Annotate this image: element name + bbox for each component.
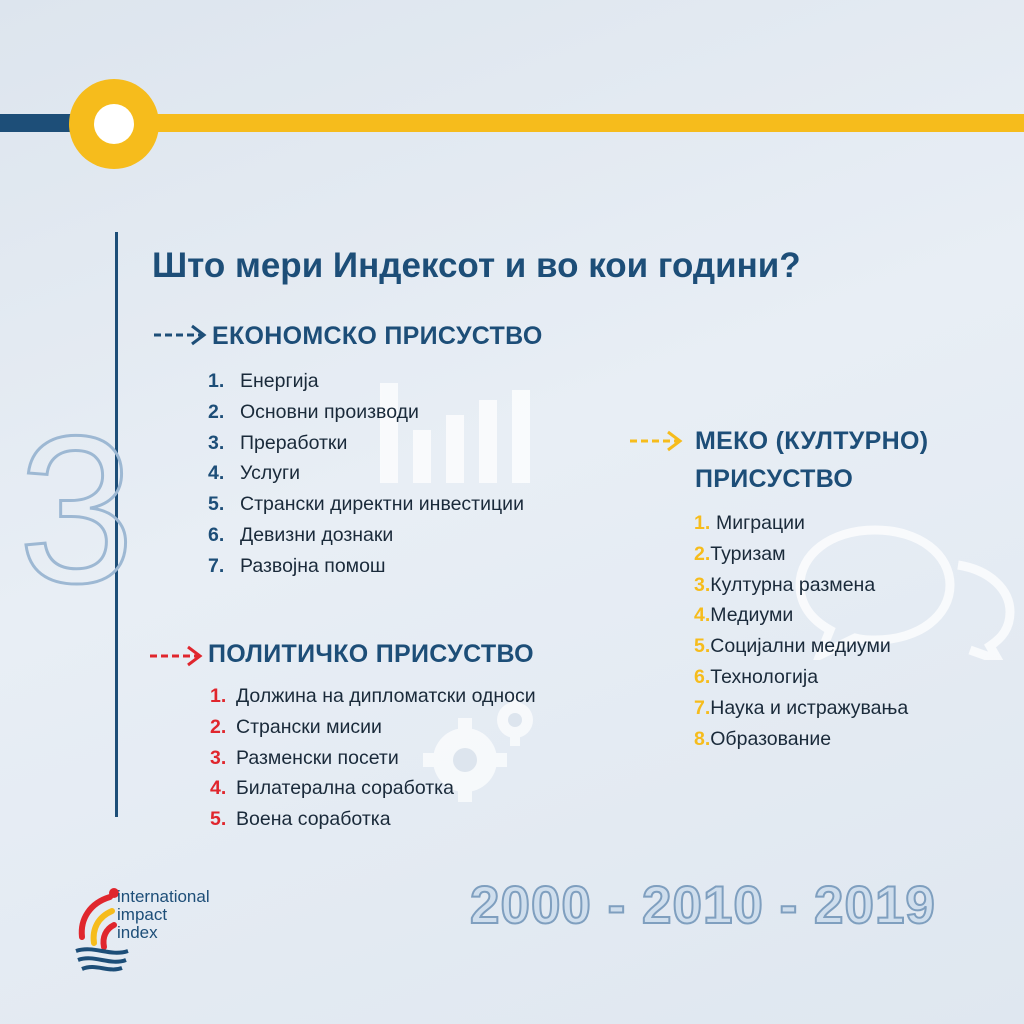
list-item: 2. Странски мисии [210, 715, 382, 738]
list-item: 6. Девизни дознаки [208, 523, 394, 546]
list-item: 5. Воена соработка [210, 808, 391, 831]
section-heading-soft-line2: ПРИСУСТВО [695, 465, 854, 493]
list-item: 4.Медиуми [694, 604, 794, 627]
list-item: 2. Основни производи [208, 400, 419, 423]
list-item: 1. Енергија [208, 370, 319, 392]
list-item: 3. Разменски посети [210, 746, 399, 769]
page-title: Што мери Индексот и во кои години? [152, 246, 801, 285]
section-heading-political: ПОЛИТИЧКО ПРИСУСТВО [208, 640, 534, 668]
list-item: 7. Развојна помош [208, 554, 386, 577]
timeline-bar-left [0, 114, 80, 132]
slide-number: 3 [18, 392, 135, 627]
list-item: 1. Миграции [694, 512, 805, 534]
list-item: 6.Технологија [694, 665, 819, 688]
list-item: 3.Културна размена [694, 573, 876, 596]
arrow-right-icon [628, 429, 686, 453]
logo-line: impact [117, 905, 168, 924]
list-item: 1. Должина на дипломатски односи [210, 685, 536, 707]
timeline-marker-center [94, 104, 134, 144]
list-item: 3. Преработки [208, 431, 348, 454]
section-heading-soft-line1: МЕКО (КУЛТУРНО) [695, 427, 929, 455]
years-label: 2000 - 2010 - 2019 [470, 876, 936, 935]
list-item: 7.Наука и истражувања [694, 696, 909, 719]
logo-line: index [117, 923, 158, 942]
logo-text [117, 888, 210, 942]
arrow-right-icon [152, 323, 210, 347]
section-heading-economic: ЕКОНОМСКО ПРИСУСТВО [212, 322, 543, 350]
arrow-right-icon [148, 644, 206, 668]
economic-list [208, 366, 524, 582]
list-item: 8.Образование [694, 727, 832, 750]
list-item: 5. Странски директни инвестиции [208, 493, 524, 516]
timeline-bar-right [140, 114, 1024, 132]
logo-line: international [117, 887, 210, 906]
political-list [210, 681, 536, 835]
soft-list [694, 508, 908, 754]
list-item: 2.Туризам [694, 542, 786, 565]
list-item: 4. Билатерална соработка [210, 777, 454, 800]
list-item: 5.Социјални медиуми [694, 635, 891, 658]
list-item: 4. Услуги [208, 462, 300, 485]
